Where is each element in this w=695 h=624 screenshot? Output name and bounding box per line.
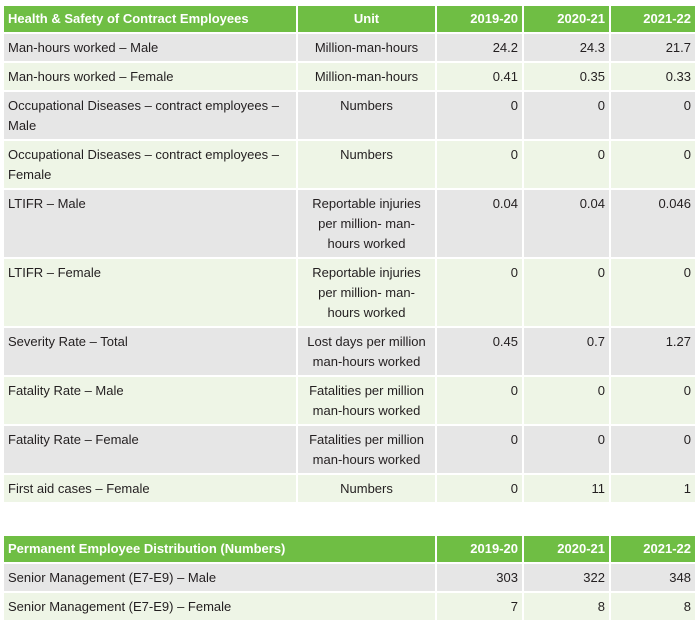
health-safety-table — [2, 4, 695, 504]
column-header-2019-20: 2019-20 — [436, 535, 523, 563]
row-unit: Numbers — [297, 474, 436, 503]
table-row — [3, 376, 695, 425]
table-row — [3, 189, 695, 258]
row-unit: Lost days per million man-hours worked — [297, 327, 436, 376]
employee-distribution-table — [2, 534, 695, 622]
value-2020-21: 0 — [523, 425, 610, 474]
row-label: Man-hours worked – Female — [3, 62, 297, 91]
value-2021-22: 0 — [610, 140, 695, 189]
value-2019-20: 0 — [436, 376, 523, 425]
table-header-row — [3, 535, 695, 563]
table-row — [3, 592, 695, 621]
table-row — [3, 62, 695, 91]
row-unit: Numbers — [297, 91, 436, 140]
table-row — [3, 258, 695, 327]
row-label: First aid cases – Female — [3, 474, 297, 503]
row-unit: Million-man-hours — [297, 62, 436, 91]
value-2021-22: 0.33 — [610, 62, 695, 91]
row-label: Fatality Rate – Female — [3, 425, 297, 474]
column-header-2021-22: 2021-22 — [610, 535, 695, 563]
column-header-unit: Unit — [297, 5, 436, 33]
row-label: Severity Rate – Total — [3, 327, 297, 376]
value-2020-21: 8 — [523, 592, 610, 621]
table-row — [3, 327, 695, 376]
row-unit: Fatalities per million man-hours worked — [297, 425, 436, 474]
value-2020-21: 322 — [523, 563, 610, 592]
value-2019-20: 0 — [436, 258, 523, 327]
value-2021-22: 1.27 — [610, 327, 695, 376]
table-row — [3, 91, 695, 140]
value-2020-21: 11 — [523, 474, 610, 503]
value-2020-21: 0.35 — [523, 62, 610, 91]
value-2019-20: 0.41 — [436, 62, 523, 91]
value-2021-22: 21.7 — [610, 33, 695, 62]
row-label: LTIFR – Female — [3, 258, 297, 327]
row-label: Man-hours worked – Male — [3, 33, 297, 62]
row-label: Fatality Rate – Male — [3, 376, 297, 425]
row-unit: Numbers — [297, 140, 436, 189]
value-2020-21: 0 — [523, 258, 610, 327]
value-2019-20: 7 — [436, 592, 523, 621]
value-2021-22: 0 — [610, 425, 695, 474]
row-label: LTIFR – Male — [3, 189, 297, 258]
row-unit: Fatalities per million man-hours worked — [297, 376, 436, 425]
row-label: Occupational Diseases – contract employees – Female — [3, 140, 297, 189]
row-unit: Million-man-hours — [297, 33, 436, 62]
value-2020-21: 0 — [523, 91, 610, 140]
column-header-metric: Health & Safety of Contract Employees — [3, 5, 297, 33]
value-2019-20: 0 — [436, 425, 523, 474]
row-unit: Reportable injuries per million- man-hours worked — [297, 189, 436, 258]
table-row — [3, 425, 695, 474]
value-2020-21: 0.04 — [523, 189, 610, 258]
column-header-2021-22: 2021-22 — [610, 5, 695, 33]
row-label: Senior Management (E7-E9) – Female — [3, 592, 436, 621]
value-2019-20: 0 — [436, 140, 523, 189]
value-2021-22: 1 — [610, 474, 695, 503]
value-2019-20: 0.04 — [436, 189, 523, 258]
column-header-2019-20: 2019-20 — [436, 5, 523, 33]
value-2020-21: 0.7 — [523, 327, 610, 376]
value-2019-20: 0.45 — [436, 327, 523, 376]
value-2020-21: 24.3 — [523, 33, 610, 62]
value-2021-22: 0 — [610, 376, 695, 425]
value-2019-20: 24.2 — [436, 33, 523, 62]
table-row — [3, 474, 695, 503]
row-label: Occupational Diseases – contract employees – Male — [3, 91, 297, 140]
value-2020-21: 0 — [523, 140, 610, 189]
value-2019-20: 303 — [436, 563, 523, 592]
value-2020-21: 0 — [523, 376, 610, 425]
value-2021-22: 8 — [610, 592, 695, 621]
value-2021-22: 0 — [610, 91, 695, 140]
table-row — [3, 140, 695, 189]
column-header-2020-21: 2020-21 — [523, 535, 610, 563]
value-2021-22: 0.046 — [610, 189, 695, 258]
value-2021-22: 348 — [610, 563, 695, 592]
table-header-row — [3, 5, 695, 33]
value-2021-22: 0 — [610, 258, 695, 327]
row-label: Senior Management (E7-E9) – Male — [3, 563, 436, 592]
row-unit: Reportable injuries per million- man-hours worked — [297, 258, 436, 327]
column-header-category: Permanent Employee Distribution (Numbers) — [3, 535, 436, 563]
table-row — [3, 33, 695, 62]
value-2019-20: 0 — [436, 91, 523, 140]
column-header-2020-21: 2020-21 — [523, 5, 610, 33]
value-2019-20: 0 — [436, 474, 523, 503]
table-row — [3, 563, 695, 592]
